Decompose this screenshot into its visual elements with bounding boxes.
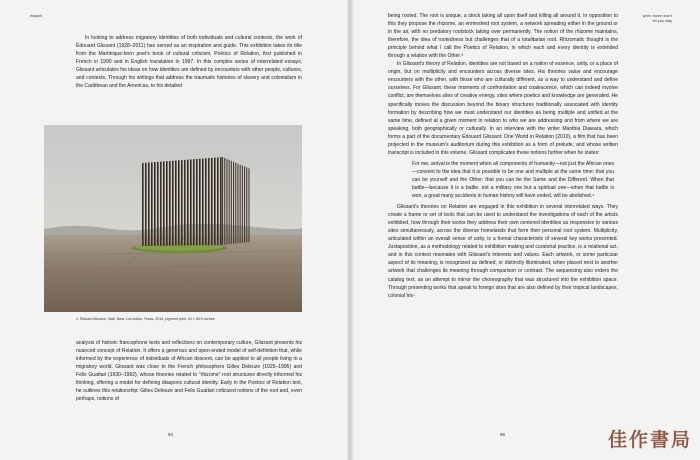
body-text-top [76,34,302,90]
fence-slat [211,158,213,245]
running-head-line: let you stay [652,19,672,23]
page-number: 95 [500,432,506,437]
fence-slat [233,162,234,244]
fence-slat [154,162,156,246]
fence-slat [175,161,177,246]
body-text [388,12,618,300]
fence-slat [235,163,236,244]
paragraph: Glissant's theories on Relation are engaged in this exhibition in several interrelated ways. They create a frame or set of tools that can be used to understand the investigations of each of the artists exhibited, how through their works they address their own centered identities as responsive to various sites simultaneously, across the diverse homelands that form their personal root system. Multiplicity, articulated within an overall sense of unity, is a formal characteristic of several key works presented. Juxtaposition, as a methodology related to exhibition making and curatorial practice, is a relational act, and in this context resonates with Glissant's interests and values. Each artwork, or some particular aspect of its meaning, is recognized as defined, or distinctly illuminated, when placed next to another artwork that challenges its meaning through comparison or contrast. The sequencing also orders the catalog text, as an attempt to mirror the choreography that was structured into the exhibition space. Through presenting works that speak to foreign sites that are also defined by their tropical landscapes, colonial his- [388,204,618,299]
fence-slat [196,159,198,245]
right-page [350,0,700,460]
fence-slat [222,157,223,245]
running-head [643,14,672,24]
running-head-line: when home won't [642,14,672,18]
fence-slat [151,162,153,246]
fence-slat [148,163,150,246]
book-gutter-shadow [346,0,354,460]
watermark-logo: 佳作書局 [607,429,692,451]
fence-slat [248,168,249,242]
fence-slat [231,161,232,244]
block-quote: For me, arrival is the moment when all components of humanity—not just the African ones—consent to the idea that it is possible to be one and multiple at the same time; that you can be yourself and the Other; that you can be the Same and the Different. When that battle—because it is a battle, not a military one but a spiritual one—when that battle is won, a great many accidents in human history will have ended, will be abolished.⁴ [412,160,614,200]
fence-slat [229,160,230,244]
fence-slat [240,165,241,244]
fence-slat [184,160,186,246]
fence-slat [178,160,180,245]
fence-slat [193,159,195,245]
paragraph: In Glissant's theory of Relation, identities are not based on a notion of essence, unity, or a place of origin, but on multiplicity and encounters across diverse sites. His theories value and encourage encounters with the other, with those who are culturally different, as a way to understand and define ourselves. For Glissant, these moments of confrontation and coalescence, which can indeed involve conflict, are themselves sites of creative energy, sites where poetics and knowledge are generated. He specifically moves the discussion beyond the binary structures traditionally associated with identity formation by describing how we must understand our identities as being multiple and unified at the same time, defined at a given moment in relation to who we are addressing and from where we are speaking, both geographically or culturally. In an interview with the writer Manthia Diawara, which forms a part of the documentary Édouard Glissant: One World in Relation (2010), a film that has been projected in the museum's auditorium during this exhibition as a form of prelude, and whose written transcript is included in this volume, Glissant complicates these notions further when he states: [388,61,618,156]
figure-photo [44,125,302,312]
fence-slat [244,166,245,242]
paragraph: analysis of historic francophone texts and reflections on contemporary culture, Glissant presents his nuanced concept of Relation. It offers a generous and open-ended model of self-definition that, while informed by the experience of individuals of African descent, can be applied to all people living in a migratory world. Glissant was close to the French philosophers Gilles Deleuze (1925–1995) and Félix Guattari (1930–1992), whose theories related to "rhizome" root structures directly informed his thinking, offering a model for defining diasporic cultural identity. Early in the Poetics of Relation text, he outlines this relationship: Gilles Deleuze and Felix Guattari criticized notions of the root and, even perhaps, notions of [76,340,302,403]
fence-slat [169,161,171,246]
running-head: maujmi [30,14,43,18]
fence-slat [220,157,222,245]
fence-slat [166,161,168,246]
fence-slat [224,158,225,245]
fence-slat [202,159,204,246]
fence-slat [226,159,227,245]
fence-slat [181,160,183,245]
fence-slat [190,159,192,245]
fence-slat [217,157,219,245]
fence-slat [157,162,159,246]
paragraph: being rooted. The root is unique, a stock taking all upon itself and killing all around it. In opposition to this they propose the rhizome, an enmeshed root system, a network spreading either in the ground or in the air, with no predatory rootstock taking over permanently. The notion of the rhizome maintains, therefore, the idea of rootedness but challenges that of a totalitarian root. Rhizomatic thought is the principle behind what I call the Poetics of Relation, in which each and every identity is extended through a relation with the Other.³ [388,13,618,60]
fence-slat [208,158,210,245]
fence-slat [199,159,201,246]
fence-slat [142,163,144,246]
fence-slat [205,158,207,245]
page-number: 94 [168,432,174,437]
figure-caption: 1. Richard Misrach, Wall, Near Los Indios, Texas, 2015, pigment print, 61 × 80⅝ inches [76,317,215,321]
fence-slat [242,165,243,242]
fence-slat [237,164,238,244]
paragraph: In looking to address migratory identities of both individuals and cultural contexts, the work of Édouard Glissant (1928–2011) has served as an inspiration and guide. This exhibition takes its title from the Martinique-born poet's book of cultural criticism, Poetics of Relation, first published in French in 1990 and in English translation in 1997. In this complex series of interrelated essays, Glissant articulates his ideas on how identities are defined by encounters with other people, cultures, and contexts. Through his writings that address the traumatic histories of slavery and colonialism in the Caribbean and the Americas, to his detailed [76,35,302,90]
fence-slat [214,158,216,246]
fence-slat [172,161,174,246]
fence-slat [187,160,189,246]
fence-slat [163,161,165,245]
body-text-bottom [76,339,302,403]
fence-slat [145,163,147,246]
fence-slat [160,162,162,246]
fence-slat [246,167,247,242]
